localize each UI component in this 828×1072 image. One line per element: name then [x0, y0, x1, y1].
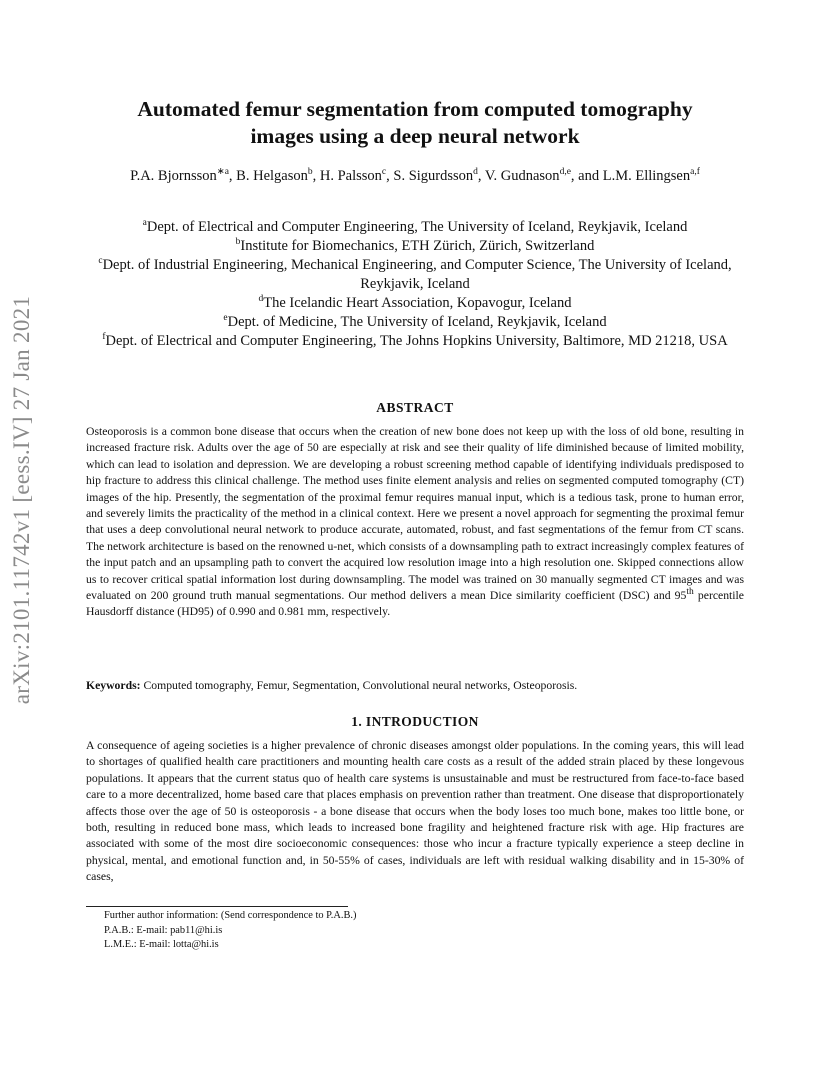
keywords-label: Keywords: [86, 679, 141, 692]
affiliation: $^f$Dept. of Electrical and Computer Engineering, The Johns Hopkins University, Baltimore, MD 21218, USA [102, 332, 728, 349]
author: B. Helgason$^b$ [236, 167, 313, 184]
author: V. Gudnason$^{d,e}$ [484, 167, 571, 184]
affiliation: $^e$Dept. of Medicine, The University of Iceland, Reykjavik, Iceland [223, 313, 607, 330]
author-and: and [578, 168, 600, 184]
affiliation: $^b$Institute for Biomechanics, ETH Zürich, Zürich, Switzerland [235, 237, 595, 254]
affiliation: $^d$The Icelandic Heart Association, Kopavogur, Iceland [258, 294, 572, 311]
abstract-heading: ABSTRACT [376, 400, 454, 415]
author: L.M. Ellingsen$^{a,f}$ [602, 167, 700, 184]
affiliation: $^a$Dept. of Electrical and Computer Engineering, The University of Iceland, Reykjavik, Iceland [142, 218, 688, 235]
affiliation-list [86, 218, 744, 351]
footnote-rule [86, 906, 348, 907]
keywords-text: Computed tomography, Femur, Segmentation, Convolutional neural networks, Osteoporosis. [140, 679, 578, 692]
section-heading-introduction: 1. INTRODUCTION [351, 714, 479, 729]
title-line-1: Automated femur segmentation from computed tomography [137, 97, 693, 121]
abstract-text: Osteoporosis is a common bone disease that occurs when the creation of new bone does not keep up with the loss of old bone, resulting in increased fracture risk. Adults over the age of 50 are especially at risk and see their quality of life diminished because of limited mobility, which can lead to isolation and depression. We are developing a robust screening method capable of identifying individuals predisposed to hip fracture to address this clinical challenge. The method uses finite element analysis and relies on segmented computed tomography (CT) images of the hip. Presently, the segmentation of the proximal femur requires manual input, which is a tedious task, prone to human error, and severely limits the practicality of the method in a clinical context. Here we present a novel approach for segmenting the proximal femur that uses a deep convolutional neural network to produce accurate, automated, robust, and fast segmentations of the femur from CT scans. The network architecture is based on the renowned u-net, which consists of a downsampling path to extract increasingly complex features of the input patch and an upsampling path to convert the acquired low resolution image into a high resolution one. Skipped connections allow us to recover critical spatial information lost during downsampling. The model was trained on 30 manually segmented CT images and was evaluated on 200 ground truth manual segmentations. Our method delivers a mean Dice similarity coefficient (DSC) and 95th percentile Hausdorff distance (HD95) of 0.990 and 0.981 mm, respectively. [86, 425, 744, 619]
affiliation: $^c$Dept. of Industrial Engineering, Mechanical Engineering, and Computer Science, The University of Iceland, Reykjavik, Iceland [98, 256, 732, 292]
arxiv-identifier: arXiv:2101.11742v1 [eess.IV] 27 Jan 2021 [9, 295, 34, 705]
author: P.A. Bjornsson$^{∗a}$ [130, 167, 229, 184]
author: S. Sigurdsson$^d$ [393, 167, 478, 184]
author: H. Palsson$^c$ [319, 167, 387, 184]
paper-title [86, 96, 744, 150]
footnote: Further author information: (Send correspondence to P.A.B.) [104, 910, 357, 921]
title-line-2: images using a deep neural network [250, 124, 580, 148]
introduction-text: A consequence of ageing societies is a higher prevalence of chronic diseases amongst older populations. In the coming years, this will lead to shortages of qualified health care practitioners and mounting health care costs as a result of the added strain placed by these longevous populations. It appears that the current status quo of health care systems is unsustainable and must be restructured from face-to-face based care to a more decentralized, home based care that places emphasis on prevention rather than treatment. One disease that disproportionately affects those over the age of 50 is osteoporosis - a bone disease that occurs when the body loses too much bone, makes too little bone, or both, resulting in reduced bone mass, which leads to increased bone fragility and heightened fracture risk with age. Hip fractures are associated with some of the most dire socioeconomic consequences: those who incur a fracture typically experience a steep decline in physical, mental, and emotional function and, in 50-55% of cases, individuals are left with residual walking disability and in 15-30% of cases, [86, 739, 744, 884]
keywords [86, 678, 744, 694]
author-list: P.A. Bjornsson$^{∗a}$, B. Helgason$^b$, H. Palsson$^c$, S. Sigurdsson$^d$, V. Gudnason$^{d,e}$, and L.M. Ellingsen$^{a,f}$ [130, 167, 700, 184]
footnote-email: L.M.E.: E-mail: lotta@hi.is [104, 939, 219, 951]
footnotes [104, 909, 744, 953]
footnote-email: P.A.B.: E-mail: pab11@hi.is [104, 924, 223, 936]
